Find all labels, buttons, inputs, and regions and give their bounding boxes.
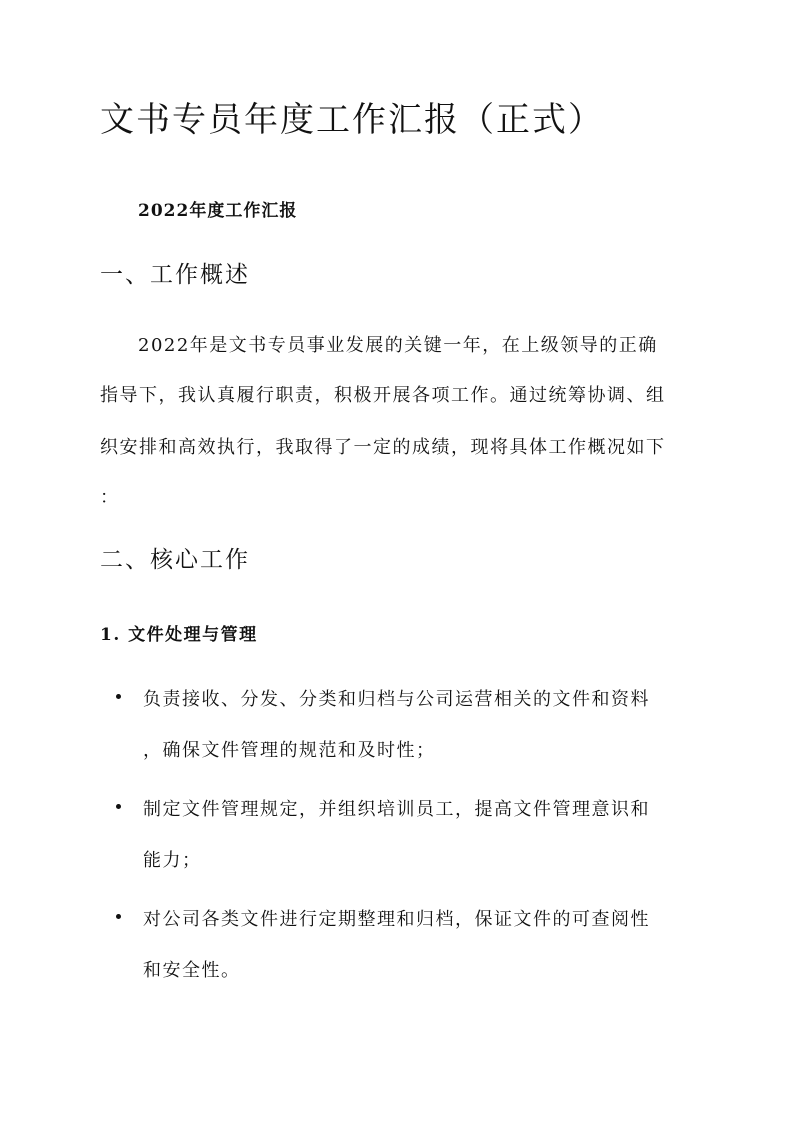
paragraph-line: 指导下，我认真履行职责，积极开展各项工作。通过统筹协调、组 (100, 385, 666, 406)
bullet-icon (116, 804, 121, 809)
bullet-icon (116, 694, 121, 699)
paragraph-line: 织安排和高效执行，我取得了一定的成绩，现将具体工作概况如下 (100, 437, 666, 458)
list-item-line: 和安全性。 (143, 960, 241, 981)
section-heading-overview: 一、工作概述 (100, 262, 250, 288)
list-item-line: ，确保文件管理的规范和及时性； (143, 740, 436, 761)
paragraph-line: 2022年是文书专员事业发展的关键一年，在上级领导的正确 (138, 335, 658, 356)
list-item-line: 制定文件管理规定，并组织培训员工，提高文件管理意识和 (143, 799, 650, 820)
list-item-line: 负责接收、分发、分类和归档与公司运营相关的文件和资料 (143, 689, 650, 710)
bullet-icon (116, 914, 121, 919)
document-title: 文书专员年度工作汇报（正式） (100, 100, 604, 140)
section-heading-core-work: 二、核心工作 (100, 547, 250, 573)
list-item-line: 对公司各类文件进行定期整理和归档，保证文件的可查阅性 (143, 909, 650, 930)
document-subtitle: 2022年度工作汇报 (138, 201, 298, 221)
list-item-line: 能力； (143, 850, 202, 871)
paragraph-line: ： (100, 487, 120, 508)
subsection-heading-file-management: 1. 文件处理与管理 (100, 625, 258, 645)
